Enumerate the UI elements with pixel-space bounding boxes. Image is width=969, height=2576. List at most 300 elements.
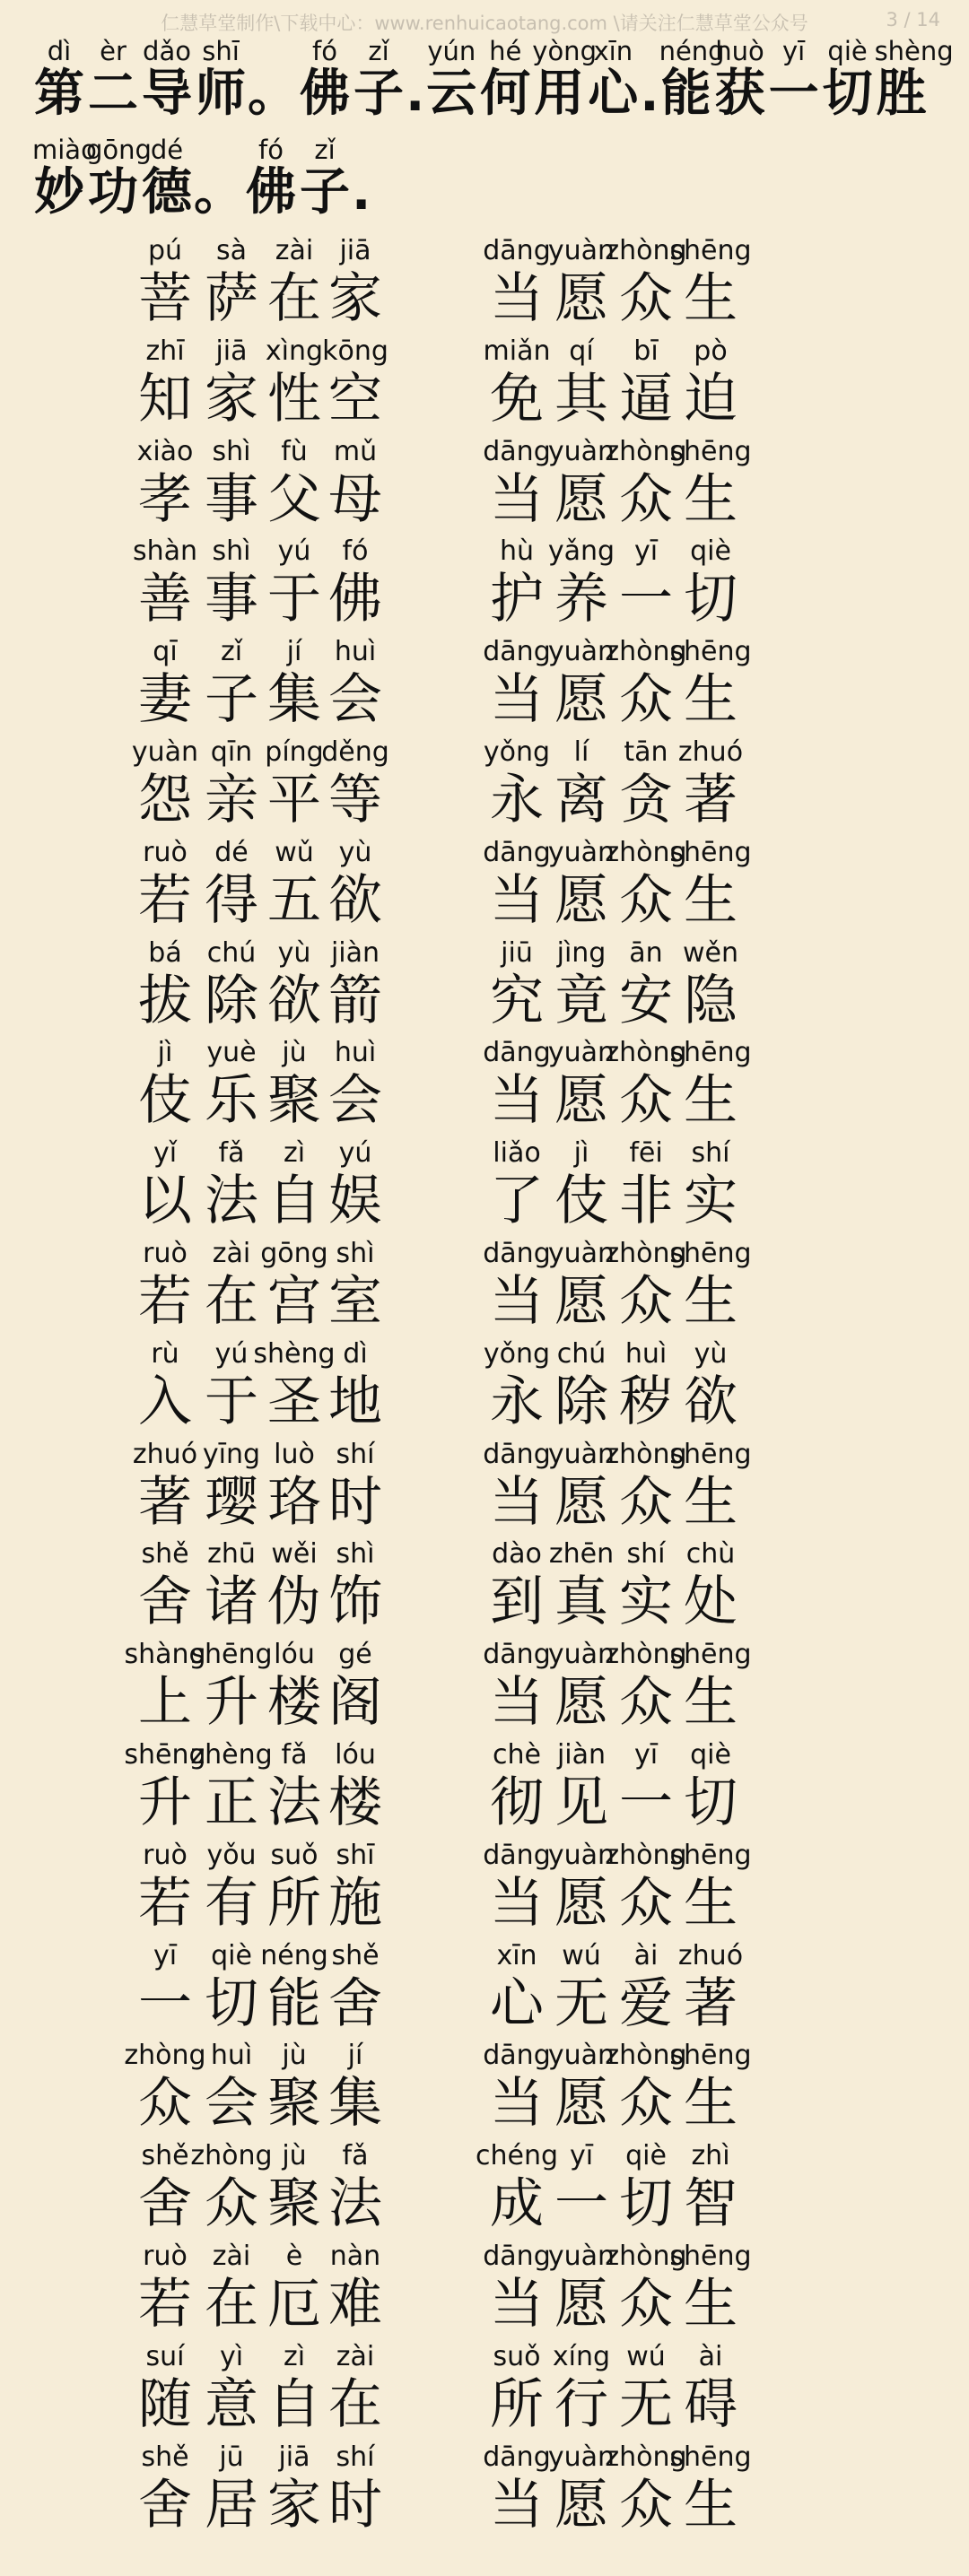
hanzi: 在	[328, 2372, 382, 2436]
pinyin: dāng	[483, 2040, 551, 2072]
ruby-character	[301, 1037, 409, 1137]
pinyin: dì	[343, 1337, 368, 1370]
hanzi: 众	[619, 1470, 673, 1534]
hanzi: 萨	[205, 267, 258, 330]
pinyin: zài	[212, 2241, 251, 2272]
hanzi: 家	[205, 367, 258, 431]
pinyin: jí	[347, 2040, 363, 2072]
pinyin: chú	[206, 936, 257, 969]
hanzi: 楼	[267, 1671, 321, 1735]
hanzi: 众	[619, 1069, 673, 1133]
pinyin: dāng	[483, 235, 551, 266]
pinyin: yǒng	[483, 1337, 551, 1370]
pinyin: dāng	[483, 435, 551, 467]
hanzi: 佛	[300, 65, 350, 123]
hanzi: 一	[619, 1771, 673, 1834]
hanzi: 伎	[554, 1170, 608, 1233]
hanzi: 伎	[138, 1069, 192, 1133]
hanzi: 智	[684, 2172, 738, 2236]
hanzi: 当	[490, 1470, 544, 1534]
ruby-character	[657, 535, 764, 636]
verse-row	[0, 2140, 969, 2241]
hanzi: 于	[267, 568, 321, 631]
hanzi: 佛	[328, 568, 382, 631]
ruby-character	[532, 36, 597, 124]
hanzi: 当	[490, 267, 544, 330]
ruby-character	[32, 135, 97, 222]
pinyin: wú	[562, 1939, 601, 1971]
pinyin: néng	[260, 1939, 328, 1971]
pinyin: zhēn	[548, 1538, 615, 1571]
ruby-character	[767, 36, 821, 124]
hanzi: 聚	[267, 1069, 321, 1133]
hanzi: 生	[684, 1671, 738, 1735]
hanzi: 当	[490, 467, 544, 531]
hanzi: 著	[684, 1971, 738, 2035]
hanzi: 居	[205, 2473, 258, 2537]
pinyin: shì	[336, 1538, 375, 1571]
hanzi: 升	[138, 1771, 192, 1834]
verse-row	[0, 436, 969, 536]
pinyin: jiàn	[556, 1739, 607, 1771]
hanzi: 迫	[684, 367, 738, 431]
pinyin: jì	[573, 1137, 589, 1170]
pinyin: zhòng	[605, 1438, 687, 1470]
pinyin: zhòng	[605, 836, 687, 868]
pinyin: qīn	[210, 736, 253, 768]
pinyin: shēng	[669, 1438, 752, 1470]
hanzi: 众	[619, 868, 673, 932]
pinyin: zǐ	[314, 135, 336, 165]
pinyin: ruò	[143, 1238, 188, 1269]
hanzi: 切	[205, 1971, 258, 2035]
hanzi: 舍	[138, 2473, 192, 2537]
pinyin: shàn	[132, 535, 198, 568]
pinyin: zhuó	[132, 1438, 198, 1470]
pinyin: zhòng	[605, 636, 687, 668]
hanzi: 众	[619, 1270, 673, 1333]
hanzi: 众	[619, 2473, 673, 2537]
hanzi: 会	[328, 668, 382, 732]
ruby-character	[301, 1940, 409, 2041]
verse-row	[0, 2040, 969, 2140]
hanzi: 法	[328, 2172, 382, 2236]
hanzi: 欲	[684, 1370, 738, 1433]
hanzi: 事	[205, 568, 258, 631]
hanzi: 无	[554, 1971, 608, 2035]
pinyin: shě	[141, 2441, 189, 2473]
hanzi: 有	[205, 1871, 258, 1935]
pinyin: lí	[573, 736, 589, 768]
pinyin: zì	[283, 1137, 306, 1170]
hanzi: 当	[490, 1871, 544, 1935]
pinyin: yuàn	[547, 836, 615, 868]
hanzi: 时	[328, 2473, 382, 2537]
pinyin: yì	[219, 2340, 244, 2372]
pinyin: chè	[493, 1739, 541, 1771]
ruby-character	[301, 636, 409, 736]
pinyin: yī	[569, 2140, 594, 2172]
hanzi: 到	[490, 1571, 544, 1634]
hanzi: 母	[328, 467, 382, 531]
pinyin: yuàn	[547, 1438, 615, 1470]
pinyin: yī	[633, 1739, 659, 1771]
ruby-character	[424, 36, 478, 124]
hanzi: 饰	[328, 1571, 382, 1634]
hanzi: 当	[490, 2473, 544, 2537]
pinyin: qí	[569, 335, 594, 367]
hanzi: 法	[267, 1771, 321, 1834]
pinyin: èr	[100, 36, 127, 66]
pinyin: zhòng	[605, 235, 687, 266]
hanzi: 愿	[554, 1871, 608, 1935]
ruby-character	[301, 535, 409, 636]
ruby-character	[301, 235, 409, 335]
hanzi: 众	[205, 2172, 258, 2236]
hanzi: 施	[328, 1871, 382, 1935]
pinyin: shí	[626, 1538, 666, 1571]
pinyin: huì	[624, 1337, 668, 1370]
hanzi: 舍	[138, 1571, 192, 1634]
pinyin: zhòng	[605, 2040, 687, 2072]
pinyin: bī	[633, 335, 659, 367]
verse-row	[0, 1840, 969, 1940]
pinyin: dào	[492, 1538, 542, 1571]
ruby-character	[301, 436, 409, 536]
verse-row	[0, 1137, 969, 1238]
hanzi: 第	[34, 65, 84, 123]
hanzi: 怨	[138, 769, 192, 831]
verse-row	[0, 837, 969, 937]
hanzi: 究	[490, 969, 544, 1032]
pinyin: fēi	[629, 1137, 663, 1170]
ruby-character	[301, 1338, 409, 1439]
pinyin: jiū	[501, 936, 533, 969]
pinyin: xīn	[496, 1939, 537, 1971]
pinyin: shēng	[190, 1639, 273, 1671]
hanzi: 地	[328, 1370, 382, 1433]
intro-line-1	[32, 36, 954, 124]
hanzi: 当	[490, 1671, 544, 1735]
pinyin: xiào	[136, 435, 194, 467]
pinyin: jiā	[278, 2441, 310, 2473]
pinyin: shēng	[669, 1238, 752, 1269]
pinyin: yuàn	[547, 2441, 615, 2473]
verse-row	[0, 335, 969, 436]
pinyin: yǐ	[153, 1137, 178, 1170]
pinyin: yú	[214, 1337, 249, 1370]
hanzi: 自	[267, 1170, 321, 1233]
pinyin: lóu	[335, 1739, 376, 1771]
pinyin: shī	[202, 36, 240, 66]
hanzi: 除	[205, 969, 258, 1032]
hanzi: 非	[619, 1170, 673, 1233]
hanzi: 入	[138, 1370, 192, 1433]
hanzi: 若	[138, 868, 192, 932]
pinyin: yuàn	[547, 636, 615, 668]
pinyin: ruò	[143, 1839, 188, 1871]
pinyin: wěi	[271, 1538, 318, 1571]
ruby-character	[301, 1840, 409, 1940]
pinyin: yuàn	[547, 1238, 615, 1269]
ruby-character	[301, 736, 409, 837]
hanzi: 师	[196, 65, 246, 123]
pinyin: qiè	[625, 2140, 667, 2172]
pinyin: zhòng	[605, 1639, 687, 1671]
hanzi: 若	[138, 1871, 192, 1935]
pinyin: dǎo	[143, 36, 191, 66]
pinyin: suǒ	[493, 2340, 541, 2372]
hanzi: 了	[490, 1170, 544, 1233]
pinyin: hé	[489, 36, 522, 66]
hanzi: 事	[205, 467, 258, 531]
pinyin: zhèng	[190, 1739, 273, 1771]
pinyin: yuàn	[131, 736, 199, 768]
hanzi: 永	[490, 1370, 544, 1433]
hanzi: 何	[480, 65, 531, 123]
hanzi: 真	[554, 1571, 608, 1634]
hanzi: 意	[205, 2372, 258, 2436]
hanzi: 集	[328, 2072, 382, 2136]
hanzi: 愿	[554, 1270, 608, 1333]
ruby-character	[586, 36, 640, 124]
ruby-character	[301, 1739, 409, 1840]
pinyin: yuàn	[547, 2241, 615, 2272]
pinyin: shě	[141, 2140, 189, 2172]
pinyin: nàn	[329, 2241, 381, 2272]
pinyin: yuàn	[547, 1037, 615, 1069]
verse-row	[0, 2341, 969, 2441]
pinyin: fù	[281, 435, 308, 467]
pinyin: dāng	[483, 1438, 551, 1470]
hanzi: 生	[684, 1270, 738, 1333]
hanzi: 当	[490, 2273, 544, 2336]
pinyin: zhòng	[124, 2040, 206, 2072]
hanzi: 生	[684, 868, 738, 932]
hanzi: 愿	[554, 267, 608, 330]
hanzi: 安	[619, 969, 673, 1032]
pinyin: fó	[312, 36, 337, 66]
pinyin: shí	[336, 1438, 375, 1470]
hanzi: 愿	[554, 1069, 608, 1133]
pinyin: yuàn	[547, 2040, 615, 2072]
ruby-character	[657, 2140, 764, 2241]
hanzi: 生	[684, 1069, 738, 1133]
pinyin: suǒ	[270, 1839, 319, 1871]
pinyin: néng	[659, 36, 725, 66]
pinyin: dāng	[483, 1037, 551, 1069]
hanzi: 能	[660, 65, 711, 123]
pinyin: qī	[153, 636, 178, 668]
pinyin: miào	[32, 135, 97, 165]
pinyin: yī	[633, 535, 659, 568]
pinyin: jiàn	[330, 936, 380, 969]
punctuation: .	[352, 163, 371, 222]
pinyin: yú	[277, 535, 311, 568]
ruby-character	[657, 1238, 764, 1338]
hanzi: 愿	[554, 1671, 608, 1735]
hanzi: 诸	[205, 1571, 258, 1634]
ruby-character	[657, 2241, 764, 2341]
hanzi: 隐	[684, 969, 738, 1032]
hanzi: 珞	[267, 1470, 321, 1534]
hanzi: 圣	[267, 1370, 321, 1433]
pinyin: jiā	[215, 335, 248, 367]
pinyin: yǒu	[206, 1839, 257, 1871]
hanzi: 厄	[267, 2273, 321, 2336]
pinyin: kōng	[322, 335, 388, 367]
hanzi: 愿	[554, 1470, 608, 1534]
hanzi: 生	[684, 467, 738, 531]
pinyin: zǐ	[220, 636, 243, 668]
hanzi: 在	[205, 1270, 258, 1333]
pinyin: dāng	[483, 636, 551, 668]
pinyin: dé	[150, 135, 184, 165]
pinyin: yuè	[206, 1037, 257, 1069]
hanzi: 当	[490, 868, 544, 932]
hanzi: 上	[138, 1671, 192, 1735]
pinyin: yòng	[532, 36, 597, 66]
hanzi: 子	[354, 65, 404, 123]
ruby-character	[301, 837, 409, 937]
hanzi: 一	[554, 2172, 608, 2236]
hanzi: 彻	[490, 1771, 544, 1834]
hanzi: 当	[490, 1069, 544, 1133]
pinyin: shèng	[253, 1337, 336, 1370]
ruby-character	[657, 736, 764, 837]
hanzi: 生	[684, 668, 738, 732]
hanzi: 欲	[328, 868, 382, 932]
pinyin: shàng	[124, 1639, 206, 1671]
pinyin: fó	[258, 135, 284, 165]
pinyin: dāng	[483, 1238, 551, 1269]
hanzi: 导	[142, 65, 192, 123]
verse-row	[0, 1238, 969, 1338]
pinyin: shēng	[669, 836, 752, 868]
hanzi: 生	[684, 2072, 738, 2136]
hanzi: 于	[205, 1370, 258, 1433]
ruby-character	[657, 1940, 764, 2041]
hanzi: 妻	[138, 668, 192, 732]
verse-row	[0, 636, 969, 736]
pinyin: zhòng	[605, 2241, 687, 2272]
hanzi: 愿	[554, 2473, 608, 2537]
ruby-character	[657, 636, 764, 736]
pinyin: liǎo	[493, 1137, 541, 1170]
intro-line-2	[32, 135, 951, 222]
hanzi: 切	[684, 1771, 738, 1834]
pinyin: jù	[282, 2040, 307, 2072]
pinyin: zhòng	[605, 1839, 687, 1871]
hanzi: 能	[267, 1971, 321, 2035]
pinyin: suí	[145, 2340, 185, 2372]
hanzi: 永	[490, 769, 544, 831]
pinyin: fǎ	[218, 1137, 245, 1170]
hanzi: 难	[328, 2273, 382, 2336]
pinyin: ruò	[143, 836, 188, 868]
pinyin: miǎn	[483, 335, 551, 367]
pinyin: dì	[47, 36, 72, 66]
ruby-character	[140, 36, 194, 124]
pinyin: yún	[427, 36, 476, 66]
hanzi: 一	[138, 1971, 192, 2035]
hanzi: 众	[619, 2273, 673, 2336]
pinyin: shēng	[669, 435, 752, 467]
pinyin: yǒng	[483, 736, 551, 768]
hanzi: 所	[267, 1871, 321, 1935]
pinyin: chù	[685, 1538, 736, 1571]
pinyin: dāng	[483, 2441, 551, 2473]
ruby-character	[657, 335, 764, 436]
pinyin: shēng	[669, 1839, 752, 1871]
hanzi: 心	[588, 65, 639, 123]
pinyin: zhuó	[677, 1939, 744, 1971]
hanzi: 善	[138, 568, 192, 631]
ruby-character	[657, 2341, 764, 2441]
pinyin: luò	[274, 1438, 315, 1470]
ruby-character	[301, 937, 409, 1038]
pinyin: zài	[336, 2340, 375, 2372]
hanzi: 愿	[554, 2273, 608, 2336]
hanzi: 愿	[554, 868, 608, 932]
pinyin: rù	[151, 1337, 179, 1370]
hanzi: 舍	[328, 1971, 382, 2035]
ruby-character	[657, 1037, 764, 1137]
hanzi: 菩	[138, 267, 192, 330]
hanzi: 当	[490, 1270, 544, 1333]
ruby-character	[657, 2441, 764, 2542]
pinyin: xìng	[265, 335, 324, 367]
pinyin: pò	[694, 335, 728, 367]
pinyin: jū	[219, 2441, 244, 2473]
pinyin: jì	[157, 1037, 173, 1069]
ruby-character	[657, 1739, 764, 1840]
hanzi: 云	[426, 65, 477, 123]
hanzi: 父	[267, 467, 321, 531]
pinyin: shèng	[874, 36, 954, 66]
pinyin: yù	[277, 936, 311, 969]
pinyin: dé	[214, 836, 249, 868]
hanzi: 切	[822, 65, 873, 123]
hanzi: 集	[267, 668, 321, 732]
ruby-character	[301, 1639, 409, 1739]
verse-row	[0, 1940, 969, 2041]
hanzi: 升	[205, 1671, 258, 1735]
hanzi: 秽	[619, 1370, 673, 1433]
ruby-character	[301, 2040, 409, 2140]
hanzi: 成	[490, 2172, 544, 2236]
hanzi: 生	[684, 1871, 738, 1935]
pinyin: dāng	[483, 1639, 551, 1671]
pinyin: shēng	[669, 1037, 752, 1069]
hanzi: 获	[714, 65, 765, 123]
pinyin: wěn	[682, 936, 738, 969]
pinyin: yī	[153, 1939, 178, 1971]
pinyin: zhì	[691, 2140, 730, 2172]
verse-row	[0, 1037, 969, 1137]
ruby-character	[301, 335, 409, 436]
pinyin: jí	[286, 636, 302, 668]
pinyin: zhòng	[605, 1037, 687, 1069]
pinyin: yī	[781, 36, 806, 66]
pinyin: huò	[715, 36, 764, 66]
ruby-character	[140, 135, 194, 222]
pinyin: ài	[698, 2340, 723, 2372]
ruby-character	[244, 135, 298, 222]
pinyin: yīng	[202, 1438, 261, 1470]
hanzi: 正	[205, 1771, 258, 1834]
verse-row	[0, 1739, 969, 1840]
